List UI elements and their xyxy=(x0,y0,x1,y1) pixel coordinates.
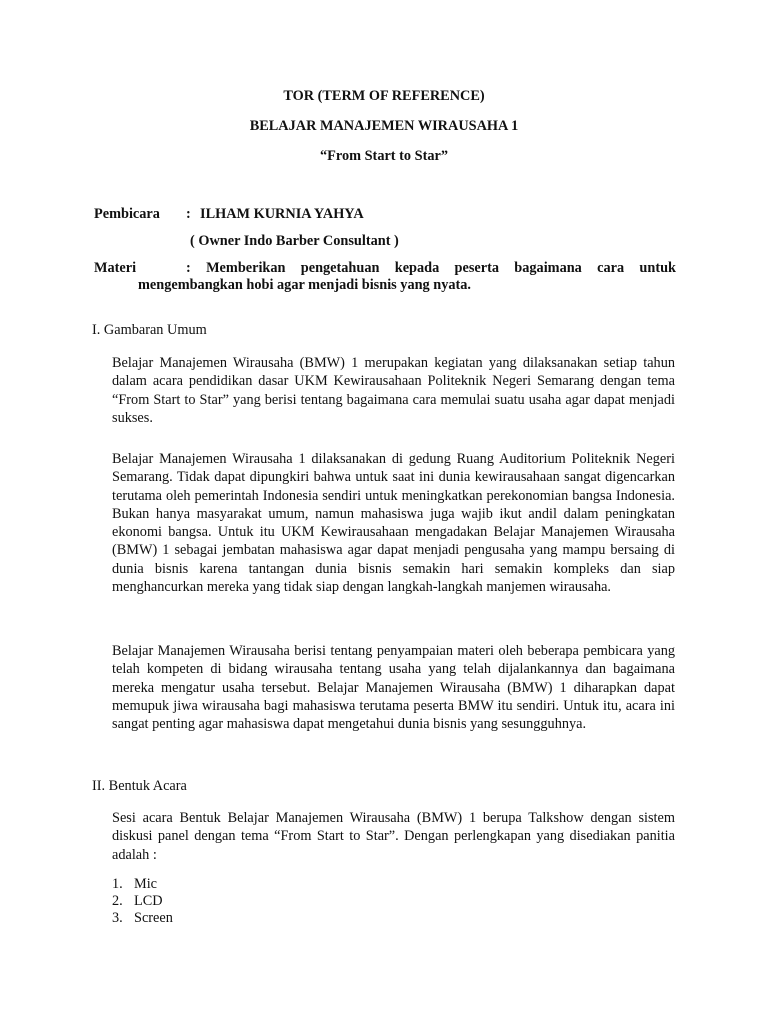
speaker-colon: : xyxy=(186,206,191,222)
section-heading-bentuk-acara: II. Bentuk Acara xyxy=(92,778,187,794)
list-item xyxy=(112,893,163,910)
list-item-label: Screen xyxy=(134,910,173,926)
document-subtitle: BELAJAR MANAJEMEN WIRAUSAHA 1 xyxy=(249,118,519,134)
speaker-role: ( Owner Indo Barber Consultant ) xyxy=(190,233,399,249)
materi-text-line2: mengembangkan hobi agar menjadi bisnis yang nyata. xyxy=(138,277,472,293)
paragraph-gambaran-3: Belajar Manajemen Wirausaha berisi tentang penyampaian materi oleh beberapa pembicara yang telah kompeten di bidang wirausaha tentang usaha yang telah dijalankannya dan bagaimana mereka mengatur usaha tersebut. Belajar Manajemen Wirausaha (BMW) 1 diharapkan dapat memupuk jiwa wirausaha bagi mahasiswa terutama peserta BMW itu sendiri. Untuk itu, acara ini sangat penting agar mahasiswa dapat mengetahui dunia bisnis yang sesungguhnya. xyxy=(112,643,675,733)
speaker-label: Pembicara xyxy=(94,206,160,222)
document-theme: “From Start to Star” xyxy=(320,148,448,164)
list-item-number: 3. xyxy=(112,910,123,926)
list-item xyxy=(112,876,157,893)
list-item-label: LCD xyxy=(134,893,163,909)
list-item-number: 2. xyxy=(112,893,123,909)
paragraph-gambaran-1: Belajar Manajemen Wirausaha (BMW) 1 merupakan kegiatan yang dilaksanakan setiap tahun dalam acara pendidikan dasar UKM Kewirausahaan Politeknik Negeri Semarang dengan tema “From Start to Star” yang berisi tentang bagaimana cara memulai suatu usaha agar dapat menjadi sukses. xyxy=(112,355,675,426)
paragraph-gambaran-2: Belajar Manajemen Wirausaha 1 dilaksanakan di gedung Ruang Auditorium Politeknik Negeri Semarang. Tidak dapat dipungkiri bahwa untuk saat ini dunia kewirausahaan sangat digencarkan terutama oleh pemerintah Indonesia sendiri untuk meningkatkan perekonomian bangsa Indonesia. Bukan hanya masyarakat umum, namun mahasiswa juga wajib ikut andil dalam peningkatan ekonomi bangsa. Untuk itu UKM Kewirausahaan mengadakan Belajar Manajemen Wirausaha (BMW) 1 sebagai jembatan mahasiswa agar dapat menjadi pengusaha yang mampu bersaing di dunia bisnis karena tantangan dunia bisnis semakin hari semakin kompleks dan siap menghancurkan mereka yang tidak siap dengan langkah-langkah manjemen wirausaha. xyxy=(112,451,675,596)
paragraph-bentuk-acara: Sesi acara Bentuk Belajar Manajemen Wirausaha (BMW) 1 berupa Talkshow dengan sistem diskusi panel dengan tema “From Start to Star”. Dengan perlengkapan yang disediakan panitia adalah : xyxy=(112,810,675,863)
speaker-name: ILHAM KURNIA YAHYA xyxy=(200,206,364,222)
materi-label: Materi xyxy=(94,260,137,276)
section-heading-gambaran-umum: I. Gambaran Umum xyxy=(92,322,207,338)
list-item-number: 1. xyxy=(112,876,123,892)
list-item-label: Mic xyxy=(134,876,158,892)
document-title: TOR (TERM OF REFERENCE) xyxy=(283,88,485,104)
list-item xyxy=(112,910,173,927)
materi-text-line1: : Memberikan pengetahuan kepada peserta bagaimana cara untuk xyxy=(186,260,676,276)
